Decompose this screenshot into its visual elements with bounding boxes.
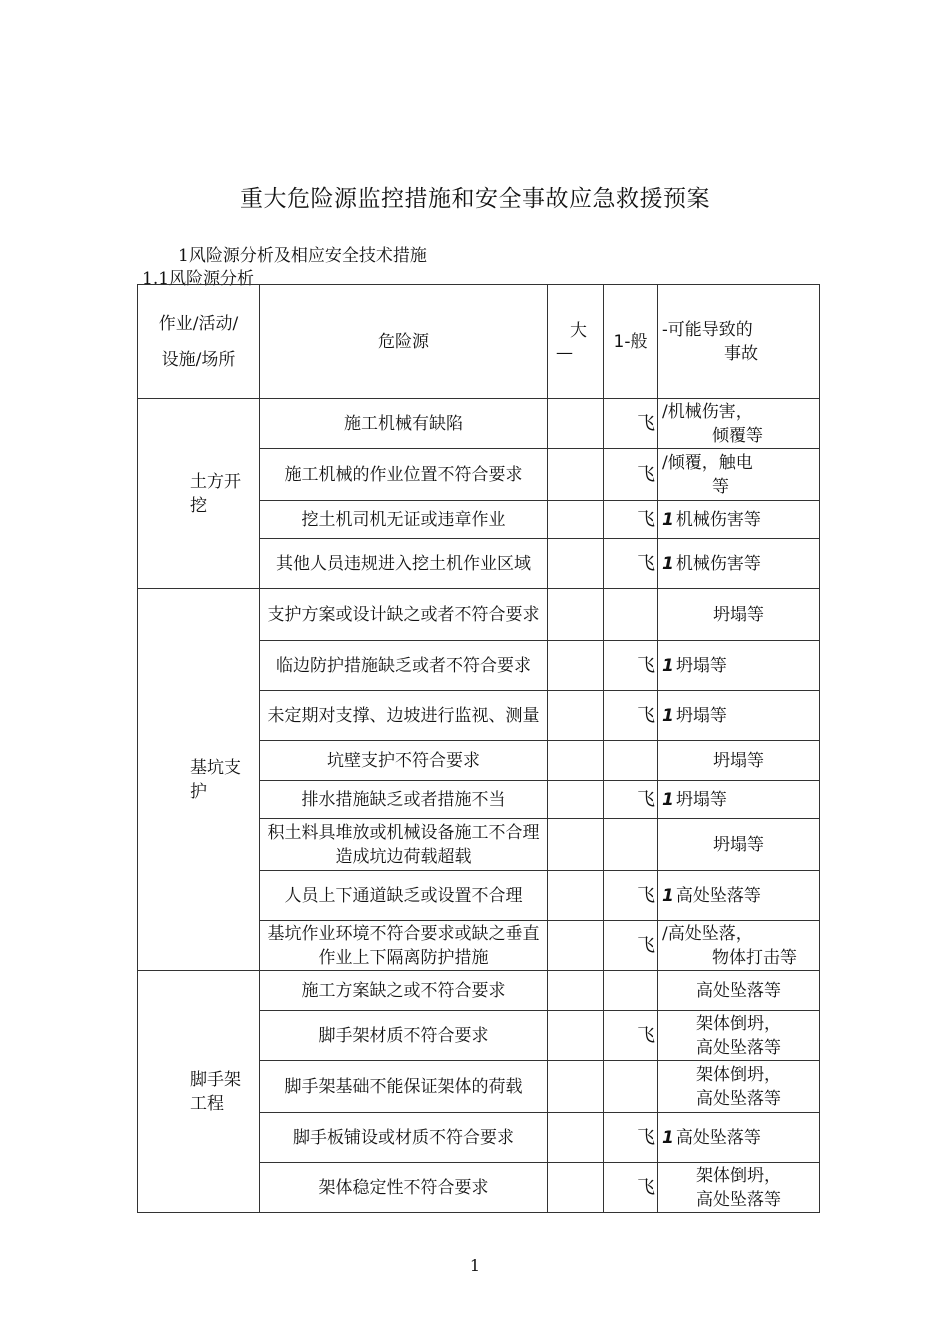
one-glyph: 1 (662, 1127, 674, 1148)
major-cell (548, 741, 604, 781)
general-mark-cell (604, 1113, 658, 1163)
consequence-text: 坍塌等 (675, 655, 727, 676)
consequence-text: 机械伤害等 (675, 509, 761, 530)
major-cell (548, 871, 604, 921)
major-cell (548, 641, 604, 691)
general-mark-cell (604, 921, 658, 971)
consequence-line: 架体倒坍， (696, 1064, 781, 1085)
table-row (138, 399, 820, 449)
header-activity: 作业/活动/ 设施/场所 (138, 285, 260, 399)
general-mark-cell (604, 871, 658, 921)
hazard-cell: 基坑作业环境不符合要求或缺之垂直作业上下隔离防护措施 (260, 921, 548, 971)
consequence-line: 高处坠落等 (696, 1189, 781, 1210)
mark-glyph: 飞 (637, 1024, 655, 1046)
consequence-cell (658, 691, 820, 741)
major-cell (548, 501, 604, 539)
mark-glyph: 飞 (637, 463, 655, 485)
major-cell (548, 1061, 604, 1113)
header-general: 1-般 (604, 285, 658, 399)
consequence-cell (658, 501, 820, 539)
general-mark-cell (604, 641, 658, 691)
section-heading-1: 1风险源分析及相应安全技术措施 (178, 246, 427, 266)
consequence-text: 高处坠落等 (675, 1127, 761, 1148)
one-glyph: 1 (662, 509, 674, 530)
consequence-line: 高处坠落等 (696, 1088, 781, 1109)
table-row (138, 971, 820, 1011)
hazard-cell: 人员上下通道缺乏或设置不合理 (260, 871, 548, 921)
consequence-cell (658, 819, 820, 871)
consequence-line: /倾覆，触电 (662, 452, 753, 473)
mark-glyph: 飞 (637, 508, 655, 530)
consequence-text: 坍塌等 (675, 789, 727, 810)
consequence-line: 倾覆等 (712, 425, 763, 446)
major-cell (548, 449, 604, 501)
consequence-text: 坍塌等 (713, 604, 764, 625)
hazard-cell: 脚手架材质不符合要求 (260, 1011, 548, 1061)
consequence-line: 物体打击等 (712, 947, 797, 968)
general-mark-cell (604, 1011, 658, 1061)
one-glyph: 1 (662, 705, 674, 726)
general-mark-cell (604, 501, 658, 539)
area-label: 土方开挖 (190, 471, 241, 516)
general-mark-cell (604, 819, 658, 871)
area-cell (138, 589, 260, 971)
consequence-text: 机械伤害等 (675, 553, 761, 574)
general-mark-cell (604, 589, 658, 641)
mark-glyph: 飞 (637, 654, 655, 676)
hazard-cell: 施工机械有缺陷 (260, 399, 548, 449)
hazard-cell: 临边防护措施缺乏或者不符合要求 (260, 641, 548, 691)
hazard-cell: 坑壁支护不符合要求 (260, 741, 548, 781)
major-cell (548, 589, 604, 641)
major-cell (548, 539, 604, 589)
general-mark-cell (604, 399, 658, 449)
mark-glyph: 飞 (637, 788, 655, 810)
consequence-cell (658, 1113, 820, 1163)
consequence-line: /高处坠落， (662, 923, 753, 944)
mark-glyph: 飞 (637, 412, 655, 434)
major-cell (548, 921, 604, 971)
consequence-cell (658, 1061, 820, 1113)
consequence-line: 架体倒坍， (696, 1013, 781, 1034)
hazard-cell: 脚手板铺设或材质不符合要求 (260, 1113, 548, 1163)
one-glyph: 1 (662, 655, 674, 676)
area-label: 脚手架工程 (190, 1069, 241, 1114)
page-number: 1 (469, 1256, 481, 1275)
major-cell (548, 399, 604, 449)
major-cell (548, 691, 604, 741)
header-hazard: 危险源 (260, 285, 548, 399)
consequence-line: /机械伤害， (662, 401, 753, 422)
mark-glyph: 飞 (637, 704, 655, 726)
hazard-cell: 施工机械的作业位置不符合要求 (260, 449, 548, 501)
consequence-line: 架体倒坍， (696, 1165, 781, 1186)
major-cell (548, 1011, 604, 1061)
consequence-cell (658, 1011, 820, 1061)
consequence-cell (658, 539, 820, 589)
consequence-cell (658, 449, 820, 501)
document-title: 重大危险源监控措施和安全事故应急救援预案 (240, 186, 710, 212)
consequence-cell (658, 971, 820, 1011)
major-cell (548, 971, 604, 1011)
hazard-cell: 其他人员违规进入挖土机作业区域 (260, 539, 548, 589)
consequence-text: 坍塌等 (675, 705, 727, 726)
table-row (138, 589, 820, 641)
hazard-cell: 支护方案或设计缺之或者不符合要求 (260, 589, 548, 641)
hazard-cell: 挖土机司机无证或违章作业 (260, 501, 548, 539)
major-cell (548, 1113, 604, 1163)
general-mark-cell (604, 971, 658, 1011)
one-glyph: 1 (662, 885, 674, 906)
one-glyph: 1 (662, 789, 674, 810)
hazard-cell: 架体稳定性不符合要求 (260, 1163, 548, 1213)
consequence-cell (658, 781, 820, 819)
mark-glyph: 飞 (637, 552, 655, 574)
consequence-text: 高处坠落等 (696, 980, 781, 1001)
consequence-cell (658, 1163, 820, 1213)
header-consequence: -可能导致的 事故 (658, 285, 820, 399)
hazard-cell: 施工方案缺之或不符合要求 (260, 971, 548, 1011)
consequence-text: 坍塌等 (713, 750, 764, 771)
table-header-row (138, 285, 820, 399)
consequence-text: 高处坠落等 (675, 885, 761, 906)
general-mark-cell (604, 741, 658, 781)
area-label: 基坑支护 (190, 757, 241, 802)
consequence-line: 等 (712, 476, 729, 497)
consequence-cell (658, 641, 820, 691)
consequence-cell (658, 399, 820, 449)
consequence-cell (658, 871, 820, 921)
mark-glyph: 飞 (637, 1126, 655, 1148)
header-major: 大 — (548, 285, 604, 399)
consequence-cell (658, 589, 820, 641)
major-cell (548, 819, 604, 871)
section-heading-1-1: 1.1风险源分析 (142, 269, 255, 289)
hazard-cell: 脚手架基础不能保证架体的荷载 (260, 1061, 548, 1113)
table-body (138, 399, 820, 1213)
one-glyph: 1 (662, 553, 674, 574)
general-mark-cell (604, 539, 658, 589)
consequence-text: 坍塌等 (713, 834, 764, 855)
consequence-line: 高处坠落等 (696, 1037, 781, 1058)
mark-glyph: 飞 (637, 934, 655, 956)
general-mark-cell (604, 781, 658, 819)
risk-source-table (137, 284, 820, 1213)
consequence-cell (658, 921, 820, 971)
general-mark-cell (604, 1061, 658, 1113)
major-cell (548, 1163, 604, 1213)
hazard-cell: 积土料具堆放或机械设备施工不合理造成坑边荷载超载 (260, 819, 548, 871)
general-mark-cell (604, 449, 658, 501)
general-mark-cell (604, 1163, 658, 1213)
major-cell (548, 781, 604, 819)
mark-glyph: 飞 (637, 884, 655, 906)
general-mark-cell (604, 691, 658, 741)
consequence-cell (658, 741, 820, 781)
area-cell (138, 971, 260, 1213)
hazard-cell: 未定期对支撑、边坡进行监视、测量 (260, 691, 548, 741)
area-cell (138, 399, 260, 589)
mark-glyph: 飞 (637, 1176, 655, 1198)
hazard-cell: 排水措施缺乏或者措施不当 (260, 781, 548, 819)
